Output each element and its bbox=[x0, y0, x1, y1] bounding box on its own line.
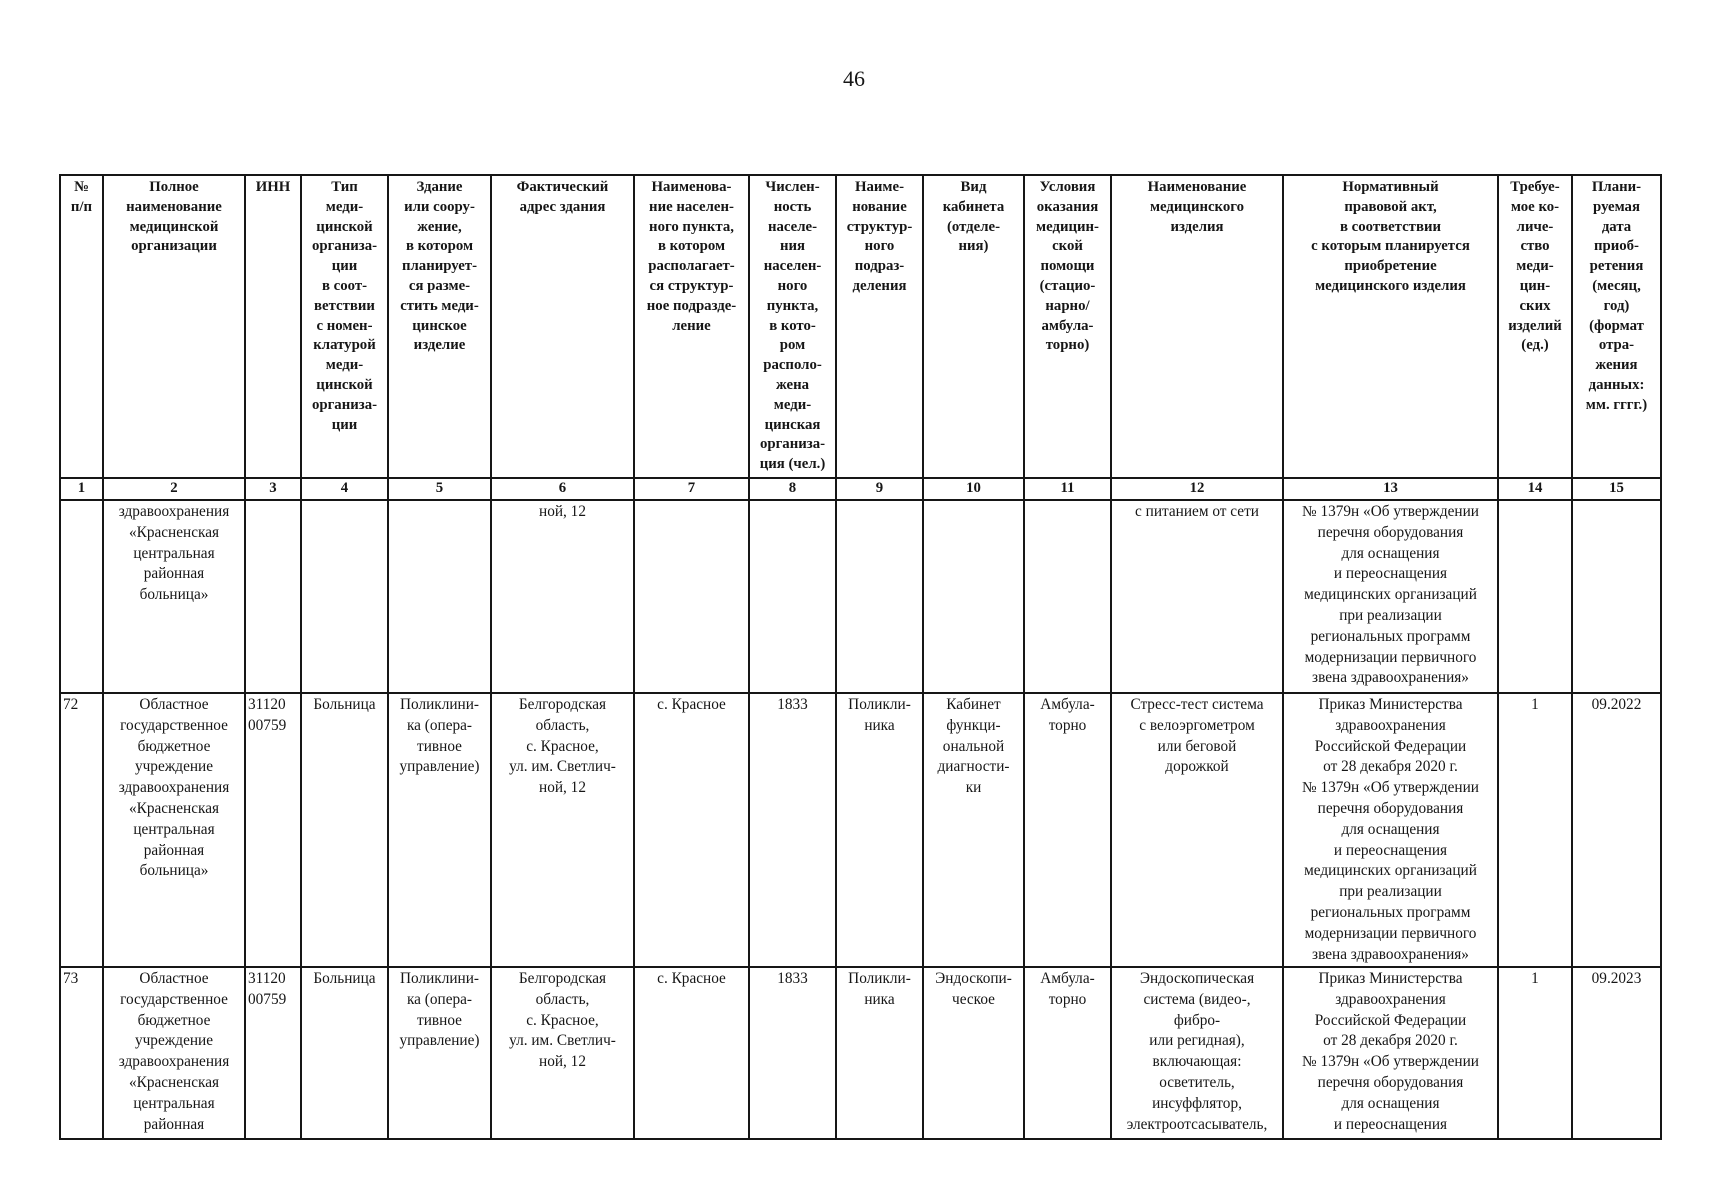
row73-legal-act-cell: Приказ Министерства здравоохранения Российской Федерации от 28 декабря 2020 г. № 1379н «Об утверждении перечня оборудования для оснащения и переоснащения bbox=[1284, 968, 1499, 1140]
continued-row-device-cell: с питанием от сети bbox=[1112, 501, 1284, 694]
row72-population-cell: 1833 bbox=[750, 694, 837, 968]
row73-org-type-cell: Больница bbox=[302, 968, 389, 1140]
continued-row-room-cell bbox=[924, 501, 1025, 694]
continued-row-conditions-cell bbox=[1025, 501, 1112, 694]
equipment-table bbox=[59, 174, 1662, 1140]
row73-organization-cell: Областное государственное бюджетное учреждение здравоохранения «Красненская центральная районная bbox=[104, 968, 246, 1140]
row72-legal-act-cell: Приказ Министерства здравоохранения Российской Федерации от 28 декабря 2020 г. № 1379н «Об утверждении перечня оборудования для оснащения и переоснащения медицинских организаций при реализации региональных программ модернизации первичного звена здравоохранения» bbox=[1284, 694, 1499, 968]
row73-population-cell: 1833 bbox=[750, 968, 837, 1140]
header-actual-address: Фактический адрес здания bbox=[492, 176, 635, 479]
continued-row-inn-cell bbox=[246, 501, 302, 694]
row72-org-type-cell: Больница bbox=[302, 694, 389, 968]
header-inn: ИНН bbox=[246, 176, 302, 479]
row73-device-cell: Эндоскопическая система (видео-, фибро- или регидная), включающая: осветитель, инсуффлятор, электроотсасыватель, bbox=[1112, 968, 1284, 1140]
column-number-11: 11 bbox=[1025, 479, 1112, 501]
row72-locality-cell: с. Красное bbox=[635, 694, 750, 968]
row72-conditions-cell: Амбула- торно bbox=[1025, 694, 1112, 968]
row72-room-cell: Кабинет функци- ональной диагности- ки bbox=[924, 694, 1025, 968]
header-room-type: Вид кабинета (отделе- ния) bbox=[924, 176, 1025, 479]
column-number-2: 2 bbox=[104, 479, 246, 501]
row73-unit-cell: Поликли- ника bbox=[837, 968, 924, 1140]
column-number-8: 8 bbox=[750, 479, 837, 501]
header-purchase-date: Плани- руемая дата приоб- ретения (месяц, год) (формат отра- жения данных: мм. гггг.) bbox=[1573, 176, 1662, 479]
row72-number-cell: 72 bbox=[61, 694, 104, 968]
column-number-7: 7 bbox=[635, 479, 750, 501]
row72-address-cell: Белгородская область, с. Красное, ул. им. Светлич- ной, 12 bbox=[492, 694, 635, 968]
row72-organization-cell: Областное государственное бюджетное учреждение здравоохранения «Красненская центральная районная больница» bbox=[104, 694, 246, 968]
continued-row-address-cell: ной, 12 bbox=[492, 501, 635, 694]
continued-row-building-cell bbox=[389, 501, 492, 694]
continued-row-legal-act-cell: № 1379н «Об утверждении перечня оборудования для оснащения и переоснащения медицинских организаций при реализации региональных программ модернизации первичного звена здравоохранения» bbox=[1284, 501, 1499, 694]
header-building: Здание или соору- жение, в котором планирует- ся разме- стить меди- цинское изделие bbox=[389, 176, 492, 479]
row73-date-cell: 09.2023 bbox=[1573, 968, 1662, 1140]
column-number-5: 5 bbox=[389, 479, 492, 501]
header-legal-act: Нормативный правовой акт, в соответствии с которым планируется приобретение медицинского изделия bbox=[1284, 176, 1499, 479]
continued-row-unit-cell bbox=[837, 501, 924, 694]
column-number-12: 12 bbox=[1112, 479, 1284, 501]
row72-unit-cell: Поликли- ника bbox=[837, 694, 924, 968]
page-number: 46 bbox=[843, 66, 865, 91]
row72-device-cell: Стресс-тест система с велоэргометром или беговой дорожкой bbox=[1112, 694, 1284, 968]
column-number-14: 14 bbox=[1499, 479, 1573, 501]
continued-row-date-cell bbox=[1573, 501, 1662, 694]
row72-quantity-cell: 1 bbox=[1499, 694, 1573, 968]
column-number-15: 15 bbox=[1573, 479, 1662, 501]
row73-room-cell: Эндоскопи- ческое bbox=[924, 968, 1025, 1140]
row72-building-cell: Поликлини- ка (опера- тивное управление) bbox=[389, 694, 492, 968]
header-locality: Наименова- ние населен- ного пункта, в котором располагает- ся структур- ное подразде- ление bbox=[635, 176, 750, 479]
header-row-number: № п/п bbox=[61, 176, 104, 479]
column-number-9: 9 bbox=[837, 479, 924, 501]
column-number-10: 10 bbox=[924, 479, 1025, 501]
row72-inn-cell: 31120 00759 bbox=[246, 694, 302, 968]
header-quantity: Требуе- мое ко- личе- ство меди- цин- ских изделий (ед.) bbox=[1499, 176, 1573, 479]
row73-building-cell: Поликлини- ка (опера- тивное управление) bbox=[389, 968, 492, 1140]
row73-conditions-cell: Амбула- торно bbox=[1025, 968, 1112, 1140]
continued-row-organization-cell: здравоохранения «Красненская центральная районная больница» bbox=[104, 501, 246, 694]
continued-row-quantity-cell bbox=[1499, 501, 1573, 694]
column-number-13: 13 bbox=[1284, 479, 1499, 501]
continued-row-population-cell bbox=[750, 501, 837, 694]
header-organization-name: Полное наименование медицинской организации bbox=[104, 176, 246, 479]
header-care-conditions: Условия оказания медицин- ской помощи (стацио- нарно/ амбула- торно) bbox=[1025, 176, 1112, 479]
column-number-1: 1 bbox=[61, 479, 104, 501]
header-structural-unit: Наиме- нование структур- ного подраз- деления bbox=[837, 176, 924, 479]
header-organization-type: Тип меди- цинской организа- ции в соот- ветствии с номен- клатурой меди- цинской организа- ции bbox=[302, 176, 389, 479]
column-number-4: 4 bbox=[302, 479, 389, 501]
header-population: Числен- ность населе- ния населен- ного пункта, в кото- ром располо- жена меди- цинская организа- ция (чел.) bbox=[750, 176, 837, 479]
continued-row-number-cell bbox=[61, 501, 104, 694]
header-medical-device: Наименование медицинского изделия bbox=[1112, 176, 1284, 479]
column-number-6: 6 bbox=[492, 479, 635, 501]
row73-locality-cell: с. Красное bbox=[635, 968, 750, 1140]
row73-number-cell: 73 bbox=[61, 968, 104, 1140]
continued-row-locality-cell bbox=[635, 501, 750, 694]
row73-inn-cell: 31120 00759 bbox=[246, 968, 302, 1140]
column-number-3: 3 bbox=[246, 479, 302, 501]
row73-address-cell: Белгородская область, с. Красное, ул. им. Светлич- ной, 12 bbox=[492, 968, 635, 1140]
continued-row-org-type-cell bbox=[302, 501, 389, 694]
row73-quantity-cell: 1 bbox=[1499, 968, 1573, 1140]
row72-date-cell: 09.2022 bbox=[1573, 694, 1662, 968]
